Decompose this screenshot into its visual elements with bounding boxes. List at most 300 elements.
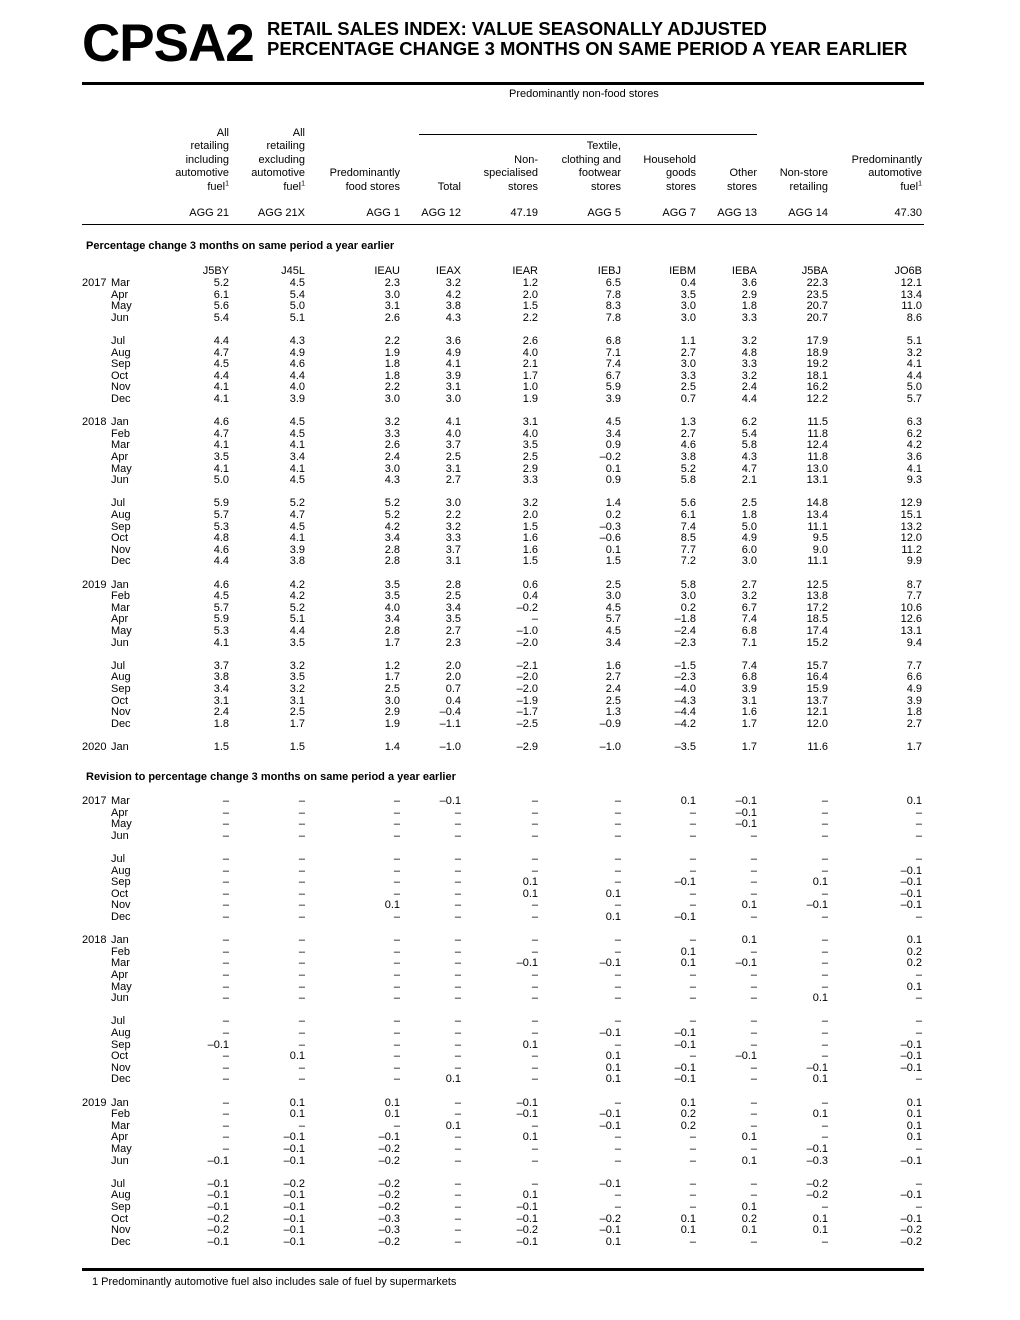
table-row xyxy=(0,371,1020,383)
table-cell: 7.4 xyxy=(605,358,621,371)
table-cell: – xyxy=(821,1131,828,1144)
table-cell: 7.7 xyxy=(906,590,922,603)
row-month-label: Oct xyxy=(111,369,129,382)
table-cell: 3.9 xyxy=(289,543,305,556)
table-cell: – xyxy=(689,1143,696,1155)
table-cell: –1.8 xyxy=(674,613,696,626)
table-cell: 0.1 xyxy=(680,957,696,970)
row-month-label: Jul xyxy=(111,1177,126,1190)
table-cell: 4.1 xyxy=(213,439,229,452)
table-cell: 2.0 xyxy=(445,659,461,672)
table-cell: –0.2 xyxy=(378,1143,400,1155)
table-cell: 0.1 xyxy=(741,899,757,912)
table-cell: – xyxy=(298,969,305,981)
table-cell: 1.0 xyxy=(522,381,538,394)
column-agg-code-10: 47.30 xyxy=(894,207,922,219)
table-cell: 0.1 xyxy=(605,543,621,556)
table-cell: 0.2 xyxy=(741,1212,757,1225)
table-cell: –2.0 xyxy=(516,683,538,695)
table-row xyxy=(0,1214,1020,1226)
table-cell: – xyxy=(454,1189,461,1202)
table-cell: 0.2 xyxy=(680,601,696,614)
table-cell: 3.8 xyxy=(680,451,696,463)
table-cell: – xyxy=(393,887,400,900)
table-row xyxy=(0,742,1020,754)
table-cell: – xyxy=(821,1235,828,1248)
table-cell: –0.1 xyxy=(516,1201,538,1213)
table-cell: 3.1 xyxy=(384,300,400,313)
table-cell: –0.4 xyxy=(439,706,461,719)
table-cell: – xyxy=(454,818,461,831)
table-cell: 5.9 xyxy=(605,381,621,394)
row-month-label: Jun xyxy=(111,992,129,1005)
series-id-cell: IEBA xyxy=(731,265,757,277)
table-cell: –0.1 xyxy=(283,1189,305,1202)
table-cell: 0.1 xyxy=(384,1096,400,1109)
table-cell: –1.0 xyxy=(599,741,621,753)
row-year-label: 2018 xyxy=(82,416,107,429)
row-month-label: Jul xyxy=(111,659,126,672)
table-cell: – xyxy=(454,887,461,900)
table-cell: 5.8 xyxy=(680,578,696,591)
table-cell: – xyxy=(614,818,621,831)
table-cell: 0.7 xyxy=(680,393,696,405)
table-cell: – xyxy=(531,613,538,626)
table-cell: 2.5 xyxy=(680,381,696,394)
table-cell: – xyxy=(821,864,828,877)
table-cell: – xyxy=(689,1015,696,1028)
table-cell: –0.1 xyxy=(900,887,922,900)
table-cell: 3.2 xyxy=(289,659,305,672)
table-cell: – xyxy=(750,1143,757,1155)
column-header-7 xyxy=(621,154,696,194)
row-year-label: 2017 xyxy=(82,277,107,289)
table-cell: – xyxy=(298,980,305,993)
table-cell: 3.2 xyxy=(741,369,757,382)
table-cell: – xyxy=(531,1119,538,1132)
table-cell: 1.4 xyxy=(384,741,400,753)
column-agg-code-4: AGG 12 xyxy=(421,207,461,219)
table-cell: 5.8 xyxy=(741,439,757,452)
table-cell: – xyxy=(222,853,229,865)
table-cell: – xyxy=(750,1177,757,1190)
table-row xyxy=(0,614,1020,626)
table-cell: –0.1 xyxy=(283,1154,305,1167)
table-row xyxy=(0,1144,1020,1156)
table-cell: 2.0 xyxy=(522,509,538,521)
table-cell: – xyxy=(393,853,400,865)
table-cell: 4.5 xyxy=(289,474,305,487)
row-month-label: Jul xyxy=(111,853,126,865)
row-month-label: Dec xyxy=(111,393,131,405)
table-cell: – xyxy=(454,806,461,819)
table-cell: –4.4 xyxy=(674,706,696,719)
table-cell: – xyxy=(821,1050,828,1063)
table-row xyxy=(0,1063,1020,1075)
table-cell: – xyxy=(393,1015,400,1028)
table-cell: –0.2 xyxy=(378,1154,400,1167)
column-header-text: Non-store retailing xyxy=(779,167,828,193)
table-cell: – xyxy=(821,1201,828,1213)
table-cell: 3.0 xyxy=(384,288,400,301)
table-cell: –0.1 xyxy=(207,1201,229,1213)
table-cell: 1.6 xyxy=(605,659,621,672)
table-cell: 2.2 xyxy=(445,509,461,521)
table-cell: 0.1 xyxy=(605,1061,621,1074)
table-cell: 5.6 xyxy=(213,300,229,313)
table-cell: – xyxy=(750,1189,757,1202)
table-cell: – xyxy=(614,853,621,865)
table-cell: 4.3 xyxy=(289,335,305,347)
table-cell: – xyxy=(454,969,461,981)
table-cell: – xyxy=(298,829,305,842)
table-cell: 7.7 xyxy=(906,659,922,672)
row-month-label: Sep xyxy=(111,683,131,695)
table-cell: – xyxy=(298,899,305,912)
table-row xyxy=(0,1156,1020,1168)
table-cell: 16.2 xyxy=(806,381,828,394)
table-row xyxy=(0,1098,1020,1110)
table-cell: – xyxy=(750,969,757,981)
table-cell: – xyxy=(614,934,621,947)
table-cell: 4.2 xyxy=(445,288,461,301)
column-header-text: Non- specialised stores xyxy=(483,153,538,193)
table-cell: 0.1 xyxy=(522,1189,538,1202)
table-cell: – xyxy=(298,853,305,865)
column-header-text: Predominantly food stores xyxy=(329,167,400,193)
row-month-label: Aug xyxy=(111,1189,131,1202)
table-cell: 7.8 xyxy=(605,311,621,324)
row-month-label: Mar xyxy=(111,277,130,289)
table-cell: – xyxy=(614,1096,621,1109)
table-cell: 0.1 xyxy=(812,992,828,1005)
table-cell: –0.1 xyxy=(283,1143,305,1155)
table-cell: 2.5 xyxy=(605,694,621,707)
table-cell: – xyxy=(454,1201,461,1213)
table-cell: 1.1 xyxy=(680,335,696,347)
table-cell: 3.8 xyxy=(445,300,461,313)
table-cell: – xyxy=(750,1108,757,1121)
table-cell: 5.2 xyxy=(289,601,305,614)
table-cell: – xyxy=(298,1119,305,1132)
table-cell: 3.2 xyxy=(445,277,461,289)
table-cell: –0.1 xyxy=(900,1154,922,1167)
table-cell: 1.6 xyxy=(741,706,757,719)
table-cell: 4.0 xyxy=(384,601,400,614)
table-cell: 4.5 xyxy=(213,590,229,603)
table-cell: – xyxy=(689,1235,696,1248)
table-cell: –1.0 xyxy=(439,741,461,753)
table-cell: 4.4 xyxy=(213,369,229,382)
row-month-label: May xyxy=(111,462,132,475)
table-cell: 2.5 xyxy=(289,706,305,719)
table-cell: –0.1 xyxy=(900,899,922,912)
row-year-label: 2019 xyxy=(82,1096,107,1109)
table-cell: 0.1 xyxy=(812,1212,828,1225)
table-cell: – xyxy=(750,1038,757,1051)
table-cell: – xyxy=(614,992,621,1005)
row-month-label: Nov xyxy=(111,543,131,556)
table-cell: 4.4 xyxy=(289,369,305,382)
table-cell: –0.2 xyxy=(378,1201,400,1213)
table-cell: –2.3 xyxy=(674,671,696,684)
table-cell: – xyxy=(915,806,922,819)
table-cell: 6.7 xyxy=(741,601,757,614)
table-cell: 12.5 xyxy=(806,578,828,591)
table-cell: 5.2 xyxy=(213,277,229,289)
row-month-label: May xyxy=(111,980,132,993)
table-row xyxy=(0,266,1020,278)
table-cell: 0.1 xyxy=(906,1119,922,1132)
table-cell: 3.1 xyxy=(445,555,461,568)
table-cell: –0.1 xyxy=(283,1235,305,1248)
table-cell: –0.1 xyxy=(378,1131,400,1144)
table-row xyxy=(0,556,1020,568)
table-cell: –0.3 xyxy=(599,520,621,533)
table-cell: –0.1 xyxy=(674,1038,696,1051)
table-cell: 0.1 xyxy=(812,1073,828,1086)
table-cell: – xyxy=(531,969,538,981)
table-cell: –3.5 xyxy=(674,741,696,753)
table-cell: 1.9 xyxy=(384,717,400,730)
table-cell: 4.1 xyxy=(906,462,922,475)
table-cell: 12.1 xyxy=(900,277,922,289)
table-cell: 0.9 xyxy=(605,439,621,452)
table-cell: 0.1 xyxy=(741,934,757,947)
table-cell: 2.4 xyxy=(213,706,229,719)
table-cell: – xyxy=(222,795,229,807)
column-header-10 xyxy=(822,154,922,194)
table-cell: –2.1 xyxy=(516,659,538,672)
table-cell: –0.2 xyxy=(207,1212,229,1225)
table-cell: 7.2 xyxy=(680,555,696,568)
table-cell: 0.1 xyxy=(906,795,922,807)
table-cell: 8.7 xyxy=(906,578,922,591)
table-cell: 3.0 xyxy=(680,358,696,371)
table-cell: – xyxy=(454,957,461,970)
table-cell: – xyxy=(222,1108,229,1121)
table-cell: 5.0 xyxy=(289,300,305,313)
table-cell: 4.7 xyxy=(289,509,305,521)
table-cell: –0.1 xyxy=(599,1108,621,1121)
table-cell: 4.5 xyxy=(289,416,305,429)
table-cell: 4.9 xyxy=(289,346,305,359)
table-cell: – xyxy=(222,876,229,889)
table-cell: 4.9 xyxy=(445,346,461,359)
table-cell: 6.8 xyxy=(741,671,757,684)
column-agg-code-2: AGG 21X xyxy=(257,207,305,219)
table-cell: – xyxy=(915,1201,922,1213)
table-cell: 3.0 xyxy=(680,311,696,324)
table-cell: – xyxy=(393,1038,400,1051)
table-cell: 3.6 xyxy=(445,335,461,347)
table-cell: 12.1 xyxy=(806,706,828,719)
row-month-label: Sep xyxy=(111,1201,131,1213)
table-cell: 0.1 xyxy=(906,980,922,993)
table-cell: 3.0 xyxy=(680,300,696,313)
table-cell: 4.5 xyxy=(289,427,305,440)
column-header-4 xyxy=(406,181,461,194)
table-cell: –0.1 xyxy=(674,1073,696,1086)
table-cell: 15.9 xyxy=(806,683,828,695)
table-cell: – xyxy=(531,1177,538,1190)
table-cell: – xyxy=(454,1108,461,1121)
table-cell: – xyxy=(454,945,461,958)
section-1-title: Percentage change 3 months on same period a year earlier xyxy=(86,240,395,252)
table-row xyxy=(0,591,1020,603)
row-month-label: Sep xyxy=(111,1038,131,1051)
table-row xyxy=(0,313,1020,325)
table-cell: –0.2 xyxy=(900,1235,922,1248)
table-cell: – xyxy=(222,911,229,923)
table-cell: 5.7 xyxy=(213,509,229,521)
table-cell: 7.8 xyxy=(605,288,621,301)
table-cell: 1.5 xyxy=(522,555,538,568)
table-cell: 3.9 xyxy=(445,369,461,382)
table-cell: 4.1 xyxy=(289,532,305,545)
row-month-label: Nov xyxy=(111,706,131,719)
table-cell: – xyxy=(531,899,538,912)
table-cell: –0.6 xyxy=(599,532,621,545)
column-header-8 xyxy=(702,167,757,194)
top-rule xyxy=(82,82,924,85)
table-cell: 3.9 xyxy=(605,393,621,405)
table-cell: – xyxy=(531,1015,538,1028)
row-month-label: Dec xyxy=(111,555,131,568)
table-row xyxy=(0,684,1020,696)
table-cell: –0.2 xyxy=(599,1212,621,1225)
table-cell: – xyxy=(222,887,229,900)
table-cell: – xyxy=(222,806,229,819)
table-cell: 0.2 xyxy=(680,1119,696,1132)
table-cell: –0.2 xyxy=(516,1224,538,1237)
table-cell: 4.5 xyxy=(289,520,305,533)
table-cell: 6.2 xyxy=(741,416,757,429)
table-cell: 5.6 xyxy=(680,497,696,510)
table-cell: 4.1 xyxy=(289,462,305,475)
table-cell: – xyxy=(454,911,461,923)
table-cell: 23.5 xyxy=(806,288,828,301)
table-cell: – xyxy=(454,1027,461,1039)
table-cell: –0.1 xyxy=(283,1212,305,1225)
table-cell: – xyxy=(750,1235,757,1248)
table-cell: – xyxy=(821,1038,828,1051)
table-cell: 3.7 xyxy=(213,659,229,672)
table-row xyxy=(0,510,1020,522)
table-row xyxy=(0,336,1020,348)
table-cell: 3.5 xyxy=(289,636,305,649)
table-cell: – xyxy=(689,818,696,831)
table-cell: – xyxy=(750,1015,757,1028)
table-cell: – xyxy=(531,806,538,819)
table-cell: – xyxy=(222,864,229,877)
table-cell: 0.9 xyxy=(605,474,621,487)
table-cell: –0.2 xyxy=(283,1177,305,1190)
table-cell: 5.3 xyxy=(213,520,229,533)
table-cell: –0.1 xyxy=(674,911,696,923)
table-cell: 0.1 xyxy=(289,1108,305,1121)
table-cell: 5.0 xyxy=(213,474,229,487)
table-cell: – xyxy=(689,1201,696,1213)
table-cell: 14.8 xyxy=(806,497,828,510)
table-row xyxy=(0,1237,1020,1249)
table-cell: 0.1 xyxy=(741,1131,757,1144)
table-cell: 4.3 xyxy=(384,474,400,487)
table-cell: – xyxy=(222,829,229,842)
table-cell: – xyxy=(222,1027,229,1039)
row-month-label: Sep xyxy=(111,358,131,371)
table-cell: –0.1 xyxy=(283,1201,305,1213)
table-cell: –1.1 xyxy=(439,717,461,730)
table-cell: 7.1 xyxy=(741,636,757,649)
table-cell: –0.2 xyxy=(378,1189,400,1202)
table-cell: – xyxy=(454,1015,461,1028)
table-cell: 1.8 xyxy=(741,509,757,521)
table-cell: – xyxy=(393,957,400,970)
table-cell: 2.7 xyxy=(680,346,696,359)
table-cell: 4.9 xyxy=(741,532,757,545)
table-cell: 0.1 xyxy=(605,887,621,900)
table-row xyxy=(0,278,1020,290)
table-row xyxy=(0,475,1020,487)
row-month-label: Apr xyxy=(111,969,129,981)
row-month-label: Apr xyxy=(111,1131,129,1144)
table-row xyxy=(0,348,1020,360)
table-row xyxy=(0,522,1020,534)
table-cell: 0.2 xyxy=(906,945,922,958)
table-cell: – xyxy=(531,911,538,923)
table-cell: –0.1 xyxy=(674,876,696,889)
title-line-1: RETAIL SALES INDEX: VALUE SEASONALLY ADJUSTED xyxy=(267,18,767,39)
title-line-2: PERCENTAGE CHANGE 3 MONTHS ON SAME PERIOD A YEAR EARLIER xyxy=(267,38,908,59)
table-cell: 4.7 xyxy=(213,427,229,440)
table-cell: 15.1 xyxy=(900,509,922,521)
table-cell: 0.1 xyxy=(812,1108,828,1121)
table-cell: 19.2 xyxy=(806,358,828,371)
row-month-label: Nov xyxy=(111,381,131,394)
table-row xyxy=(0,819,1020,831)
table-cell: – xyxy=(821,829,828,842)
table-cell: 5.1 xyxy=(289,613,305,626)
row-month-label: Jan xyxy=(111,1096,129,1109)
table-cell: 5.7 xyxy=(605,613,621,626)
table-cell: 0.1 xyxy=(522,887,538,900)
table-cell: 1.7 xyxy=(384,671,400,684)
table-cell: 5.4 xyxy=(213,311,229,324)
table-row xyxy=(0,580,1020,592)
table-cell: –0.1 xyxy=(900,1050,922,1063)
table-cell: 5.8 xyxy=(680,474,696,487)
table-row xyxy=(0,982,1020,994)
table-cell: 3.4 xyxy=(289,451,305,463)
table-cell: – xyxy=(454,1096,461,1109)
table-cell: –0.1 xyxy=(806,899,828,912)
table-cell: – xyxy=(393,1073,400,1086)
table-cell: 0.1 xyxy=(741,1154,757,1167)
table-cell: – xyxy=(393,1027,400,1039)
table-cell: – xyxy=(821,934,828,947)
table-cell: 3.1 xyxy=(445,381,461,394)
table-cell: 6.1 xyxy=(213,288,229,301)
table-cell: 18.5 xyxy=(806,613,828,626)
table-cell: 3.0 xyxy=(741,555,757,568)
table-cell: – xyxy=(614,1201,621,1213)
table-cell: –0.2 xyxy=(207,1224,229,1237)
table-cell: – xyxy=(222,957,229,970)
table-cell: 6.8 xyxy=(605,335,621,347)
table-cell: –1.0 xyxy=(516,625,538,637)
table-cell: – xyxy=(298,1038,305,1051)
